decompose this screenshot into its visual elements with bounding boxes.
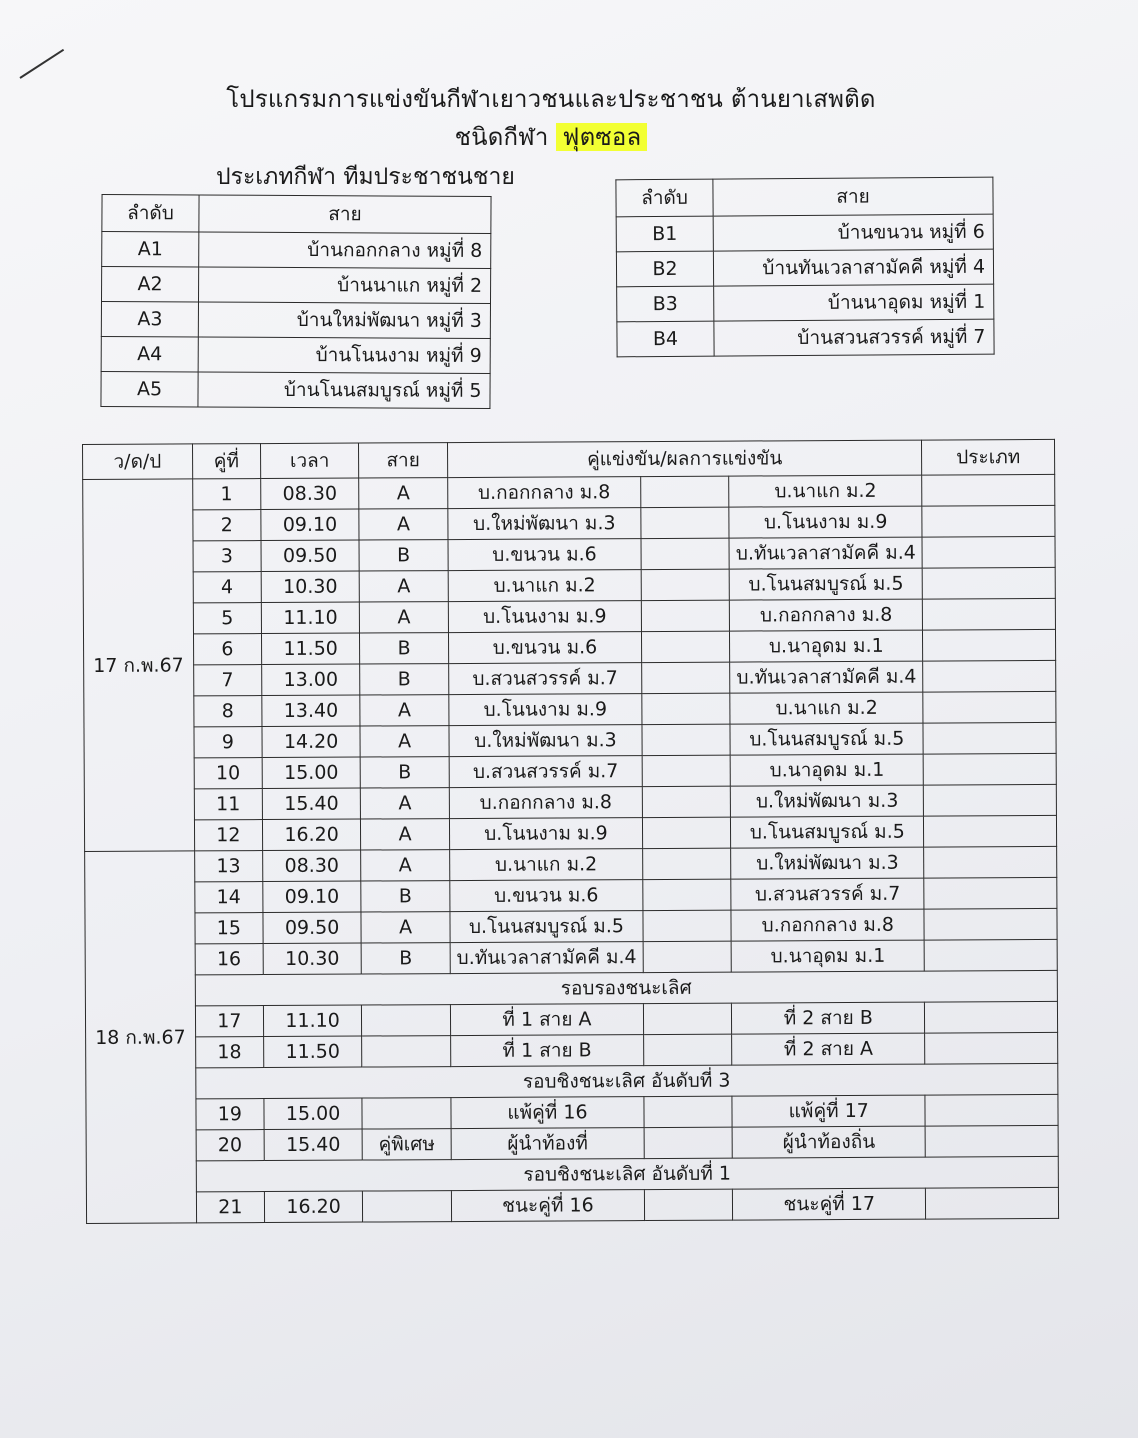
team-1: บ.นาแก ม.2	[448, 570, 641, 602]
match-no: 15	[195, 913, 264, 944]
type-cell	[926, 1187, 1059, 1219]
team-1: ผู้นำท้องที่	[451, 1128, 644, 1160]
match-time: 11.50	[261, 633, 359, 665]
group-team: บ้านสวนสวรรค์ หมู่ที่ 7	[714, 319, 994, 356]
team-1: บ.โนนงาม ม.9	[449, 818, 642, 850]
match-no: 13	[194, 851, 263, 882]
team-2: บ.ใหม่พัฒนา ม.3	[731, 785, 924, 817]
col-order: ลำดับ	[616, 179, 713, 217]
team-2: บ.สวนสวรรค์ ม.7	[731, 878, 924, 910]
group-row	[617, 319, 994, 357]
result-cell	[641, 631, 730, 662]
group-a-table	[100, 194, 491, 409]
match-pool: B	[361, 943, 450, 974]
match-pool	[362, 1098, 451, 1129]
match-no: 1	[192, 479, 261, 510]
match-pool: A	[361, 912, 450, 943]
section-row	[86, 1156, 1058, 1192]
col-type: ประเภท	[922, 439, 1055, 475]
match-time: 13.00	[262, 664, 360, 696]
match-time: 13.40	[262, 695, 360, 727]
type-cell	[925, 1032, 1058, 1064]
match-pool: B	[359, 540, 448, 571]
match-row	[83, 567, 1055, 603]
match-pool: B	[360, 757, 449, 788]
type-cell	[924, 908, 1057, 940]
team-2: บ.ใหม่พัฒนา ม.3	[731, 847, 924, 879]
match-pool: A	[360, 695, 449, 726]
group-team: บ้านใหม่พัฒนา หมู่ที่ 3	[198, 302, 490, 339]
type-cell	[924, 784, 1057, 816]
result-cell	[644, 1096, 733, 1127]
group-team: บ้านกอกกลาง หมู่ที่ 8	[199, 232, 491, 269]
team-2: แพ้คู่ที่ 17	[732, 1095, 925, 1127]
result-cell	[641, 507, 730, 538]
group-code: B1	[616, 216, 713, 252]
col-match-no: คู่ที่	[192, 444, 261, 479]
match-no: 5	[193, 603, 262, 634]
group-code: A1	[102, 231, 199, 267]
schedule-table	[82, 439, 1059, 1224]
match-row	[84, 722, 1056, 758]
result-cell	[644, 1034, 733, 1065]
team-1: บ.กอกกลาง ม.8	[449, 787, 642, 819]
team-1: บ.ขนวน ม.6	[448, 539, 641, 571]
type-cell	[925, 1094, 1058, 1126]
col-pool: สาย	[713, 177, 993, 216]
team-1: บ.โนนงาม ม.9	[449, 694, 642, 726]
match-no: 6	[193, 634, 262, 665]
team-2: บ.นาอุดม ม.1	[731, 940, 924, 972]
match-pool: A	[360, 602, 449, 633]
group-row	[101, 371, 490, 408]
result-cell	[642, 662, 731, 693]
team-1: บ.ใหม่พัฒนา ม.3	[448, 508, 641, 540]
match-time: 08.30	[261, 478, 359, 510]
match-time: 15.00	[264, 1098, 362, 1130]
result-cell	[641, 600, 730, 631]
match-time: 15.00	[262, 757, 360, 789]
col-matchup: คู่แข่งขัน/ผลการแข่งขัน	[447, 440, 922, 477]
sport-label: ชนิดกีฬา	[454, 123, 549, 151]
match-pool: B	[361, 881, 450, 912]
match-no: 11	[194, 789, 263, 820]
match-no: 8	[193, 696, 262, 727]
type-cell	[922, 505, 1055, 537]
team-2: บ.โนนสมบูรณ์ ม.5	[731, 816, 924, 848]
type-cell	[923, 722, 1056, 754]
type-cell	[923, 660, 1056, 692]
team-2: บ.นาแก ม.2	[730, 692, 923, 724]
group-team: บ้านนาแก หมู่ที่ 2	[198, 267, 490, 304]
match-row	[84, 815, 1056, 851]
match-pool: A	[361, 819, 450, 850]
team-1: บ.ขนวน ม.6	[450, 880, 643, 912]
match-no: 12	[194, 820, 263, 851]
section-label: รอบชิงชนะเลิศ อันดับที่ 1	[196, 1156, 1059, 1192]
group-code: B4	[617, 321, 714, 357]
match-row	[84, 753, 1056, 789]
team-2: บ.นาแก ม.2	[729, 475, 922, 507]
team-2: บ.ทันเวลาสามัคคี ม.4	[729, 537, 922, 569]
match-no: 21	[196, 1192, 265, 1223]
type-cell	[923, 629, 1056, 661]
result-cell	[642, 817, 731, 848]
match-time: 15.40	[262, 788, 360, 820]
type-cell	[925, 1125, 1058, 1157]
section-label: รอบชิงชนะเลิศ อันดับที่ 3	[195, 1063, 1058, 1099]
group-row	[101, 301, 490, 338]
col-pool: สาย	[199, 195, 491, 234]
team-2: บ.กอกกลาง ม.8	[731, 909, 924, 941]
match-row	[85, 877, 1057, 913]
section-label: รอบรองชนะเลิศ	[195, 970, 1058, 1006]
group-row	[102, 231, 491, 268]
group-team: บ้านนาอุดม หมู่ที่ 1	[714, 284, 994, 321]
match-no: 7	[193, 665, 262, 696]
match-no: 19	[196, 1099, 265, 1130]
result-cell	[642, 724, 731, 755]
match-row	[84, 660, 1056, 696]
team-2: บ.โนนงาม ม.9	[729, 506, 922, 538]
team-1: ที่ 1 สาย A	[450, 1004, 643, 1036]
team-1: บ.ทันเวลาสามัคคี ม.4	[450, 942, 643, 974]
group-code: A5	[101, 371, 198, 407]
group-team: บ้านขนวน หมู่ที่ 6	[713, 214, 993, 251]
match-time: 10.30	[261, 571, 359, 603]
result-cell	[643, 848, 732, 879]
team-2: ผู้นำท้องถิ่น	[732, 1126, 925, 1158]
match-time: 11.50	[264, 1036, 362, 1068]
match-row	[83, 474, 1055, 510]
type-cell	[924, 939, 1057, 971]
match-row	[86, 1094, 1058, 1130]
match-row	[85, 939, 1057, 975]
team-1: บ.กอกกลาง ม.8	[448, 477, 641, 509]
type-cell	[923, 691, 1056, 723]
type-cell	[923, 753, 1056, 785]
match-row	[86, 1125, 1058, 1161]
team-2: ที่ 2 สาย A	[732, 1033, 925, 1065]
section-row	[86, 1063, 1058, 1099]
type-cell	[924, 846, 1057, 878]
match-row	[83, 629, 1055, 665]
type-cell	[925, 1001, 1058, 1033]
match-no: 10	[194, 758, 263, 789]
match-row	[86, 1032, 1058, 1068]
group-code: A2	[101, 266, 198, 302]
match-row	[85, 908, 1057, 944]
group-team: บ้านทันเวลาสามัคคี หมู่ที่ 4	[713, 249, 993, 286]
team-1: บ.โนนสมบูรณ์ ม.5	[450, 911, 643, 943]
result-cell	[643, 941, 732, 972]
match-time: 11.10	[261, 602, 359, 634]
match-pool: A	[359, 571, 448, 602]
match-pool: A	[359, 509, 448, 540]
team-2: บ.โนนสมบูรณ์ ม.5	[729, 568, 922, 600]
match-row	[83, 598, 1055, 634]
match-time: 09.10	[263, 881, 361, 913]
group-code: A4	[101, 336, 198, 372]
match-time: 09.50	[263, 912, 361, 944]
result-cell	[642, 786, 731, 817]
date-cell: 18 ก.พ.67	[85, 851, 197, 1224]
type-cell	[924, 877, 1057, 909]
team-2: บ.โนนสมบูรณ์ ม.5	[730, 723, 923, 755]
result-cell	[644, 1127, 733, 1158]
type-cell	[924, 815, 1057, 847]
match-row	[84, 691, 1056, 727]
team-1: ที่ 1 สาย B	[451, 1035, 644, 1067]
result-cell	[642, 755, 731, 786]
group-row	[101, 336, 490, 373]
match-pool	[363, 1191, 452, 1222]
match-no: 2	[192, 510, 261, 541]
match-pool: A	[359, 478, 448, 509]
col-time: เวลา	[260, 443, 358, 479]
match-time: 09.50	[261, 540, 359, 572]
group-code: B2	[616, 251, 713, 287]
pen-mark	[19, 49, 64, 79]
match-row	[86, 1187, 1058, 1223]
team-1: บ.ขนวน ม.6	[448, 632, 641, 664]
result-cell	[643, 879, 732, 910]
group-row	[616, 249, 993, 287]
match-pool: A	[361, 850, 450, 881]
type-cell	[922, 474, 1055, 506]
result-cell	[643, 1003, 732, 1034]
result-cell	[643, 910, 732, 941]
type-cell	[922, 567, 1055, 599]
team-1: ชนะคู่ที่ 16	[451, 1190, 644, 1222]
team-1: บ.สวนสวรรค์ ม.7	[449, 663, 642, 695]
team-2: บ.ทันเวลาสามัคคี ม.4	[730, 661, 923, 693]
match-pool	[362, 1036, 451, 1067]
col-order: ลำดับ	[102, 194, 199, 232]
match-row	[83, 536, 1055, 572]
group-row	[101, 266, 490, 303]
match-no: 16	[195, 944, 264, 975]
col-date: ว/ด/ป	[83, 444, 193, 480]
match-pool: คู่พิเศษ	[362, 1129, 451, 1160]
match-pool: B	[360, 664, 449, 695]
type-cell	[923, 598, 1056, 630]
team-1: บ.ใหม่พัฒนา ม.3	[449, 725, 642, 757]
sport-line	[0, 122, 1120, 152]
match-pool: A	[360, 726, 449, 757]
match-row	[84, 784, 1056, 820]
document-title: โปรแกรมการแข่งขันกีฬาเยาวชนและประชาชน ต้านยาเสพติด	[226, 85, 876, 113]
team-2: ที่ 2 สาย B	[732, 1002, 925, 1034]
team-1: บ.สวนสวรรค์ ม.7	[449, 756, 642, 788]
date-cell: 17 ก.พ.67	[83, 479, 195, 852]
group-row	[616, 214, 993, 252]
match-no: 14	[194, 882, 263, 913]
group-b-table	[615, 177, 994, 358]
result-cell	[641, 476, 730, 507]
group-row	[617, 284, 994, 322]
match-pool	[362, 1005, 451, 1036]
type-cell	[922, 536, 1055, 568]
match-time: 15.40	[264, 1129, 362, 1161]
group-team: บ้านโนนสมบูรณ์ หมู่ที่ 5	[198, 372, 490, 409]
match-no: 20	[196, 1130, 265, 1161]
match-no: 17	[195, 1006, 264, 1037]
match-time: 10.30	[263, 943, 361, 975]
match-pool: A	[360, 788, 449, 819]
sport-name-highlighted: ฟุตซอล	[556, 123, 647, 151]
match-no: 4	[193, 572, 262, 603]
match-time: 08.30	[263, 850, 361, 882]
group-code: B3	[617, 286, 714, 322]
match-row	[85, 846, 1057, 882]
group-code: A3	[101, 301, 198, 337]
team-1: บ.โนนงาม ม.9	[448, 601, 641, 633]
team-2: บ.นาอุดม ม.1	[730, 630, 923, 662]
match-no: 3	[193, 541, 262, 572]
team-2: บ.กอกกลาง ม.8	[730, 599, 923, 631]
match-pool: B	[360, 633, 449, 664]
section-row	[85, 970, 1057, 1006]
match-row	[83, 505, 1055, 541]
category-heading: ประเภทกีฬา ทีมประชาชนชาย	[216, 164, 515, 190]
team-1: บ.นาแก ม.2	[450, 849, 643, 881]
result-cell	[644, 1189, 733, 1220]
match-time: 09.10	[261, 509, 359, 541]
group-team: บ้านโนนงาม หมู่ที่ 9	[198, 337, 490, 374]
result-cell	[641, 569, 730, 600]
match-no: 18	[195, 1037, 264, 1068]
match-time: 14.20	[262, 726, 360, 758]
match-time: 16.20	[262, 819, 360, 851]
team-2: บ.นาอุดม ม.1	[730, 754, 923, 786]
team-2: ชนะคู่ที่ 17	[733, 1188, 926, 1220]
match-time: 16.20	[264, 1191, 362, 1223]
match-row	[85, 1001, 1057, 1037]
result-cell	[641, 538, 730, 569]
match-time: 11.10	[263, 1005, 361, 1037]
match-no: 9	[194, 727, 263, 758]
result-cell	[642, 693, 731, 724]
col-pool: สาย	[359, 443, 448, 478]
team-1: แพ้คู่ที่ 16	[451, 1097, 644, 1129]
